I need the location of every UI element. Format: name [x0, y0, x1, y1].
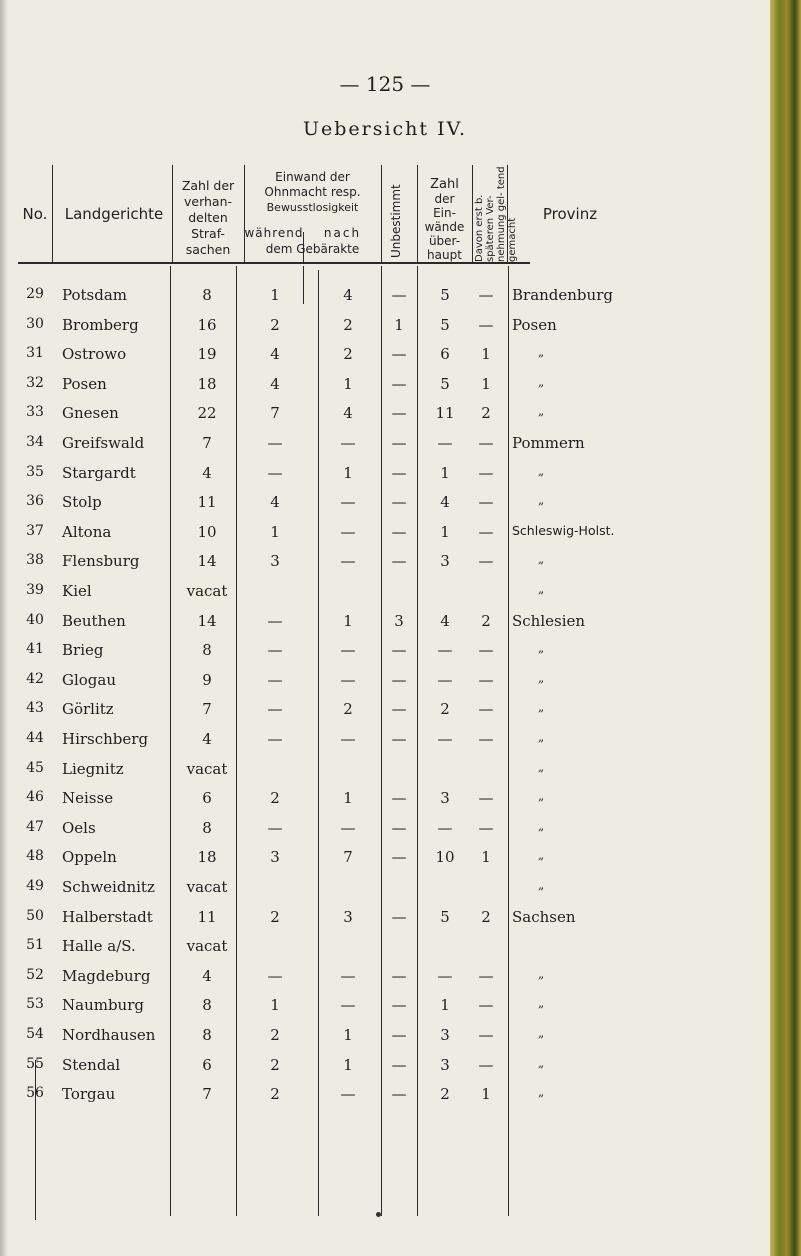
header-unbestimmt: Unbestimmt	[389, 184, 403, 258]
table-row	[0, 848, 770, 877]
landgericht-name: Glogau	[62, 670, 117, 689]
header-waehrend: während	[244, 226, 304, 240]
row-number: 50	[26, 907, 44, 924]
cell-unbestimmt: —	[391, 848, 407, 867]
row-number: 43	[26, 700, 44, 717]
cell-waehrend: 1	[270, 286, 280, 304]
cell-davon-spaeter: —	[478, 1026, 494, 1044]
cell-davon-spaeter: 1	[481, 345, 491, 364]
table-row	[0, 375, 770, 404]
row-number: 38	[26, 552, 44, 569]
row-number: 45	[26, 759, 44, 776]
cell-unbestimmt: —	[391, 404, 407, 423]
cell-unbestimmt: —	[391, 789, 407, 808]
cell-provinz: „	[538, 878, 545, 892]
cell-davon-spaeter: —	[478, 818, 494, 837]
col-rule-no	[52, 165, 53, 262]
table-row	[0, 345, 770, 374]
cell-nach: —	[340, 996, 356, 1015]
cell-zahl-strafsachen: 8	[202, 1026, 212, 1044]
col-rule-zahl2	[472, 165, 473, 262]
cell-zahl-strafsachen: 11	[197, 493, 217, 512]
cell-waehrend: 1	[270, 522, 280, 541]
cell-provinz: Schlesien	[512, 611, 586, 630]
cell-unbestimmt: —	[391, 286, 407, 304]
cell-provinz: „	[538, 641, 545, 656]
table-row	[0, 967, 770, 996]
cell-unbestimmt: —	[391, 345, 407, 364]
cell-davon-spaeter: —	[478, 700, 494, 719]
landgericht-name: Hirschberg	[62, 730, 149, 748]
cell-nach: —	[340, 522, 356, 541]
cell-nach: 2	[343, 315, 353, 334]
header-no: No.	[22, 205, 48, 223]
table-row	[0, 523, 770, 552]
row-number: 37	[26, 522, 44, 539]
cell-provinz: „	[538, 670, 545, 685]
landgericht-name: Greifswald	[62, 434, 145, 452]
cell-waehrend: 4	[270, 345, 280, 364]
landgericht-name: Oppeln	[62, 848, 117, 867]
row-number: 30	[26, 315, 44, 332]
cell-zahl-strafsachen: 18	[197, 374, 217, 393]
cell-waehrend: —	[267, 434, 283, 452]
table-row	[0, 789, 770, 818]
cell-waehrend: —	[267, 700, 283, 719]
table-row	[0, 1085, 770, 1114]
header-zahl-line: Zahl der	[181, 178, 235, 193]
cell-davon-spaeter: —	[478, 434, 494, 452]
cell-provinz: „	[538, 345, 545, 360]
cell-waehrend: 3	[270, 848, 280, 867]
landgericht-name: Potsdam	[62, 286, 128, 304]
cell-unbestimmt: —	[391, 522, 407, 541]
cell-unbestimmt: —	[391, 434, 407, 452]
cell-nach: —	[340, 552, 356, 571]
cell-zahl-strafsachen: vacat	[186, 582, 228, 600]
table-row	[0, 641, 770, 670]
cell-zahl-einwaende: 6	[440, 345, 450, 364]
cell-nach: 4	[343, 404, 353, 423]
cell-waehrend: 2	[270, 789, 280, 808]
table-row	[0, 552, 770, 581]
cell-unbestimmt: —	[391, 1026, 407, 1044]
cell-provinz: „	[538, 759, 545, 774]
cell-zahl-strafsachen: 7	[202, 1085, 212, 1104]
cell-unbestimmt: —	[391, 670, 407, 689]
table-row	[0, 434, 770, 463]
table-row	[0, 908, 770, 937]
cell-waehrend: 2	[270, 1085, 280, 1104]
row-number: 32	[26, 374, 44, 391]
table-row	[0, 1026, 770, 1055]
cell-zahl-einwaende: 3	[440, 552, 450, 571]
header-einwand-line: Bewusstlosigkeit	[266, 201, 359, 214]
landgericht-name: Halle a/S.	[62, 937, 136, 956]
landgericht-name: Stendal	[62, 1055, 121, 1074]
cell-davon-spaeter: —	[478, 315, 494, 334]
cell-zahl-einwaende: 5	[440, 374, 450, 393]
cell-provinz: „	[538, 996, 545, 1011]
table-row	[0, 937, 770, 966]
table-row	[0, 760, 770, 789]
cell-zahl-einwaende: 5	[440, 907, 450, 926]
cell-provinz: Schleswig-Holst.	[512, 522, 615, 538]
page-number: — 125 —	[339, 72, 431, 96]
cell-provinz: „	[538, 1026, 545, 1040]
header-einwand-line: Ohnmacht resp.	[264, 185, 361, 199]
cell-zahl-strafsachen: 11	[197, 907, 217, 926]
table-row	[0, 700, 770, 729]
row-number: 35	[26, 463, 44, 480]
row-number: 52	[26, 966, 44, 983]
cell-zahl-einwaende: 3	[440, 1026, 450, 1044]
row-number: 44	[26, 730, 44, 746]
cell-unbestimmt: —	[391, 730, 407, 748]
table-row	[0, 316, 770, 345]
cell-provinz: „	[538, 582, 545, 596]
book-binding-edge	[770, 0, 801, 1256]
cell-davon-spaeter: —	[478, 493, 494, 512]
cell-nach: —	[340, 966, 356, 985]
cell-waehrend: 4	[270, 374, 280, 393]
table-row	[0, 878, 770, 907]
cell-zahl-strafsachen: 22	[197, 404, 217, 423]
cell-zahl-strafsachen: 4	[202, 966, 212, 985]
cell-nach: 2	[343, 700, 353, 719]
cell-provinz: „	[538, 818, 545, 833]
landgericht-name: Flensburg	[62, 552, 140, 571]
cell-zahl-strafsachen: 19	[197, 345, 217, 364]
cell-nach: —	[340, 730, 356, 748]
row-number: 31	[26, 345, 44, 362]
header-zahl-line: Straf-	[191, 226, 225, 241]
header-provinz: Provinz	[542, 205, 598, 223]
cell-waehrend: —	[267, 641, 283, 660]
cell-unbestimmt: —	[391, 493, 407, 512]
landgericht-name: Nordhausen	[62, 1026, 156, 1044]
cell-waehrend: 7	[270, 404, 280, 423]
cell-nach: —	[340, 641, 356, 660]
row-number: 41	[26, 641, 44, 658]
landgericht-name: Stargardt	[62, 463, 136, 482]
cell-zahl-strafsachen: 4	[202, 463, 212, 482]
table-row	[0, 493, 770, 522]
landgericht-name: Kiel	[62, 582, 92, 600]
cell-zahl-strafsachen: 9	[202, 670, 212, 689]
cell-zahl-einwaende: —	[437, 641, 453, 660]
landgericht-name: Stolp	[62, 493, 102, 512]
landgericht-name: Beuthen	[62, 611, 126, 630]
cell-provinz: „	[538, 848, 545, 863]
table-row	[0, 464, 770, 493]
cell-zahl-strafsachen: 7	[202, 700, 212, 719]
cell-zahl-einwaende: 10	[435, 848, 455, 867]
cell-unbestimmt: 3	[394, 611, 404, 630]
cell-provinz: „	[538, 730, 545, 744]
cell-davon-spaeter: 1	[481, 848, 491, 867]
cell-provinz: „	[538, 374, 545, 389]
cell-provinz: „	[538, 700, 545, 715]
cell-zahl-einwaende: 1	[440, 463, 450, 482]
cell-davon-spaeter: —	[478, 522, 494, 541]
cell-zahl-einwaende: 2	[440, 700, 450, 719]
header-zahl-line: sachen	[185, 242, 231, 257]
header-zahl2-line: der	[434, 192, 455, 206]
landgericht-name: Gnesen	[62, 404, 119, 423]
row-number: 29	[26, 286, 44, 302]
cell-unbestimmt: —	[391, 700, 407, 719]
cell-unbestimmt: —	[391, 641, 407, 660]
cell-zahl-strafsachen: vacat	[186, 937, 228, 956]
cell-zahl-strafsachen: 8	[202, 996, 212, 1015]
cell-provinz: „	[538, 552, 545, 567]
header-davon: Davon erst b. späteren Ver- nehmung gel- tend gemacht	[474, 166, 518, 262]
cell-zahl-strafsachen: 6	[202, 789, 212, 808]
cell-nach: 1	[343, 374, 353, 393]
header-zahl-line: delten	[188, 210, 228, 225]
cell-waehrend: —	[267, 730, 283, 748]
cell-waehrend: —	[267, 818, 283, 837]
table-row	[0, 996, 770, 1025]
cell-unbestimmt: —	[391, 907, 407, 926]
row-number: 46	[26, 789, 44, 806]
cell-provinz: „	[538, 966, 545, 981]
cell-waehrend: —	[267, 611, 283, 630]
ink-speck	[376, 1212, 381, 1217]
cell-nach: —	[340, 670, 356, 689]
cell-zahl-strafsachen: 16	[197, 315, 217, 334]
cell-davon-spaeter: 1	[481, 1085, 491, 1104]
cell-zahl-einwaende: —	[437, 434, 453, 452]
landgericht-name: Naumburg	[62, 996, 144, 1015]
table-row	[0, 730, 770, 759]
row-number: 42	[26, 670, 44, 687]
cell-davon-spaeter: 2	[481, 907, 491, 926]
cell-unbestimmt: —	[391, 1055, 407, 1074]
cell-zahl-einwaende: 5	[440, 286, 450, 304]
cell-davon-spaeter: —	[478, 463, 494, 482]
table-row	[0, 404, 770, 433]
cell-zahl-strafsachen: 4	[202, 730, 212, 748]
cell-unbestimmt: —	[391, 552, 407, 571]
header-landgericht: Landgerichte	[64, 205, 164, 223]
header-einwand-line: Einwand der	[275, 170, 350, 184]
cell-nach: 1	[343, 1026, 353, 1044]
cell-unbestimmt: —	[391, 374, 407, 393]
landgericht-name: Halberstadt	[62, 907, 153, 926]
header-gebaerakte: dem Gebärakte	[265, 242, 360, 256]
cell-davon-spaeter: 1	[481, 374, 491, 393]
cell-zahl-einwaende: —	[437, 670, 453, 689]
header-zahl2-line: Ein-	[433, 206, 456, 220]
cell-nach: —	[340, 434, 356, 452]
cell-provinz: „	[538, 1055, 545, 1070]
cell-davon-spaeter: —	[478, 966, 494, 985]
cell-nach: 3	[343, 907, 353, 926]
row-number: 51	[26, 937, 44, 954]
row-number: 33	[26, 404, 44, 421]
header-zahl2-line: haupt	[427, 248, 462, 262]
cell-davon-spaeter: —	[478, 286, 494, 304]
cell-waehrend: —	[267, 670, 283, 689]
cell-zahl-einwaende: —	[437, 730, 453, 748]
cell-davon-spaeter: 2	[481, 404, 491, 423]
header-zahl-line: verhan-	[183, 194, 233, 209]
landgericht-name: Altona	[62, 522, 112, 541]
row-number: 49	[26, 878, 44, 894]
cell-unbestimmt: —	[391, 463, 407, 482]
cell-provinz: „	[538, 463, 545, 478]
header-zahl	[172, 178, 244, 258]
cell-davon-spaeter: —	[478, 996, 494, 1015]
table-row	[0, 286, 770, 315]
cell-zahl-strafsachen: 14	[197, 552, 217, 571]
cell-waehrend: —	[267, 463, 283, 482]
cell-zahl-strafsachen: 6	[202, 1055, 212, 1074]
cell-provinz: Brandenburg	[512, 286, 613, 304]
table-row	[0, 582, 770, 611]
cell-provinz: „	[538, 493, 545, 508]
cell-provinz: „	[538, 789, 545, 804]
cell-unbestimmt: —	[391, 818, 407, 837]
cell-unbestimmt: —	[391, 996, 407, 1015]
landgericht-name: Ostrowo	[62, 345, 127, 364]
header-nach: nach	[323, 226, 362, 240]
cell-unbestimmt: —	[391, 1085, 407, 1104]
cell-zahl-einwaende: 3	[440, 789, 450, 808]
cell-davon-spaeter: —	[478, 789, 494, 808]
cell-zahl-einwaende: 3	[440, 1055, 450, 1074]
cell-zahl-einwaende: 1	[440, 522, 450, 541]
table-row	[0, 612, 770, 641]
header-zahl-einwaende	[417, 178, 472, 262]
cell-nach: 7	[343, 848, 353, 867]
cell-davon-spaeter: —	[478, 1055, 494, 1074]
landgericht-name: Schweidnitz	[62, 878, 155, 896]
cell-zahl-einwaende: 11	[435, 404, 455, 423]
cell-zahl-strafsachen: 14	[197, 611, 217, 630]
cell-provinz: Posen	[512, 315, 557, 334]
cell-provinz: Pommern	[512, 434, 585, 452]
cell-provinz: „	[538, 1085, 545, 1100]
cell-nach: 1	[343, 1055, 353, 1074]
cell-waehrend: 3	[270, 552, 280, 571]
landgericht-name: Görlitz	[62, 700, 114, 719]
cell-zahl-einwaende: —	[437, 818, 453, 837]
landgericht-name: Oels	[62, 818, 96, 837]
table-row	[0, 1056, 770, 1085]
landgericht-name: Magdeburg	[62, 966, 151, 985]
row-number: 56	[26, 1085, 44, 1102]
cell-nach: 1	[343, 463, 353, 482]
cell-davon-spaeter: —	[478, 552, 494, 571]
cell-zahl-strafsachen: 8	[202, 286, 212, 304]
landgericht-name: Neisse	[62, 789, 114, 808]
cell-zahl-einwaende: 4	[440, 611, 450, 630]
landgericht-name: Brieg	[62, 641, 104, 660]
table-row	[0, 671, 770, 700]
landgericht-name: Liegnitz	[62, 759, 124, 778]
cell-zahl-strafsachen: vacat	[186, 759, 228, 778]
header-zahl2-line: Zahl	[430, 177, 459, 192]
cell-zahl-einwaende: 2	[440, 1085, 450, 1104]
cell-nach: —	[340, 493, 356, 512]
row-number: 48	[26, 848, 44, 865]
cell-nach: —	[340, 1085, 356, 1104]
row-number: 53	[26, 996, 44, 1013]
col-rule-einwand	[381, 165, 382, 262]
cell-waehrend: 1	[270, 996, 280, 1015]
cell-nach: 1	[343, 789, 353, 808]
row-number: 54	[26, 1026, 44, 1042]
cell-waehrend: 2	[270, 907, 280, 926]
cell-provinz: „	[538, 404, 545, 419]
cell-zahl-einwaende: —	[437, 966, 453, 985]
cell-zahl-strafsachen: 8	[202, 641, 212, 660]
cell-zahl-strafsachen: 7	[202, 434, 212, 452]
cell-zahl-einwaende: 4	[440, 493, 450, 512]
row-number: 39	[26, 582, 44, 598]
cell-davon-spaeter: —	[478, 670, 494, 689]
row-number: 36	[26, 493, 44, 510]
cell-provinz: Sachsen	[512, 907, 576, 926]
cell-nach: 1	[343, 611, 353, 630]
cell-zahl-einwaende: 1	[440, 996, 450, 1015]
landgericht-name: Torgau	[62, 1085, 116, 1104]
cell-nach: 4	[343, 286, 353, 304]
cell-unbestimmt: —	[391, 966, 407, 985]
landgericht-name: Posen	[62, 374, 107, 393]
page-title: Uebersicht IV.	[302, 118, 468, 140]
cell-nach: —	[340, 818, 356, 837]
row-number: 40	[26, 611, 44, 628]
cell-zahl-einwaende: 5	[440, 315, 450, 334]
cell-nach: 2	[343, 345, 353, 364]
cell-unbestimmt: 1	[394, 315, 404, 334]
header-zahl2-line: über-	[428, 234, 461, 248]
landgericht-name: Bromberg	[62, 315, 139, 334]
cell-waehrend: 2	[270, 1055, 280, 1074]
header-rule	[18, 262, 530, 264]
cell-zahl-strafsachen: vacat	[186, 878, 228, 896]
table-row	[0, 819, 770, 848]
cell-davon-spaeter: —	[478, 641, 494, 660]
cell-davon-spaeter: —	[478, 730, 494, 748]
header-einwand	[244, 170, 381, 215]
cell-waehrend: 4	[270, 493, 280, 512]
cell-waehrend: —	[267, 966, 283, 985]
cell-zahl-strafsachen: 18	[197, 848, 217, 867]
cell-waehrend: 2	[270, 1026, 280, 1044]
cell-davon-spaeter: 2	[481, 611, 491, 630]
row-number: 34	[26, 434, 44, 450]
row-number: 55	[26, 1055, 44, 1072]
cell-zahl-strafsachen: 8	[202, 818, 212, 837]
cell-waehrend: 2	[270, 315, 280, 334]
cell-zahl-strafsachen: 10	[197, 522, 217, 541]
header-zahl2-line: wände	[424, 220, 465, 234]
row-number: 47	[26, 818, 44, 835]
